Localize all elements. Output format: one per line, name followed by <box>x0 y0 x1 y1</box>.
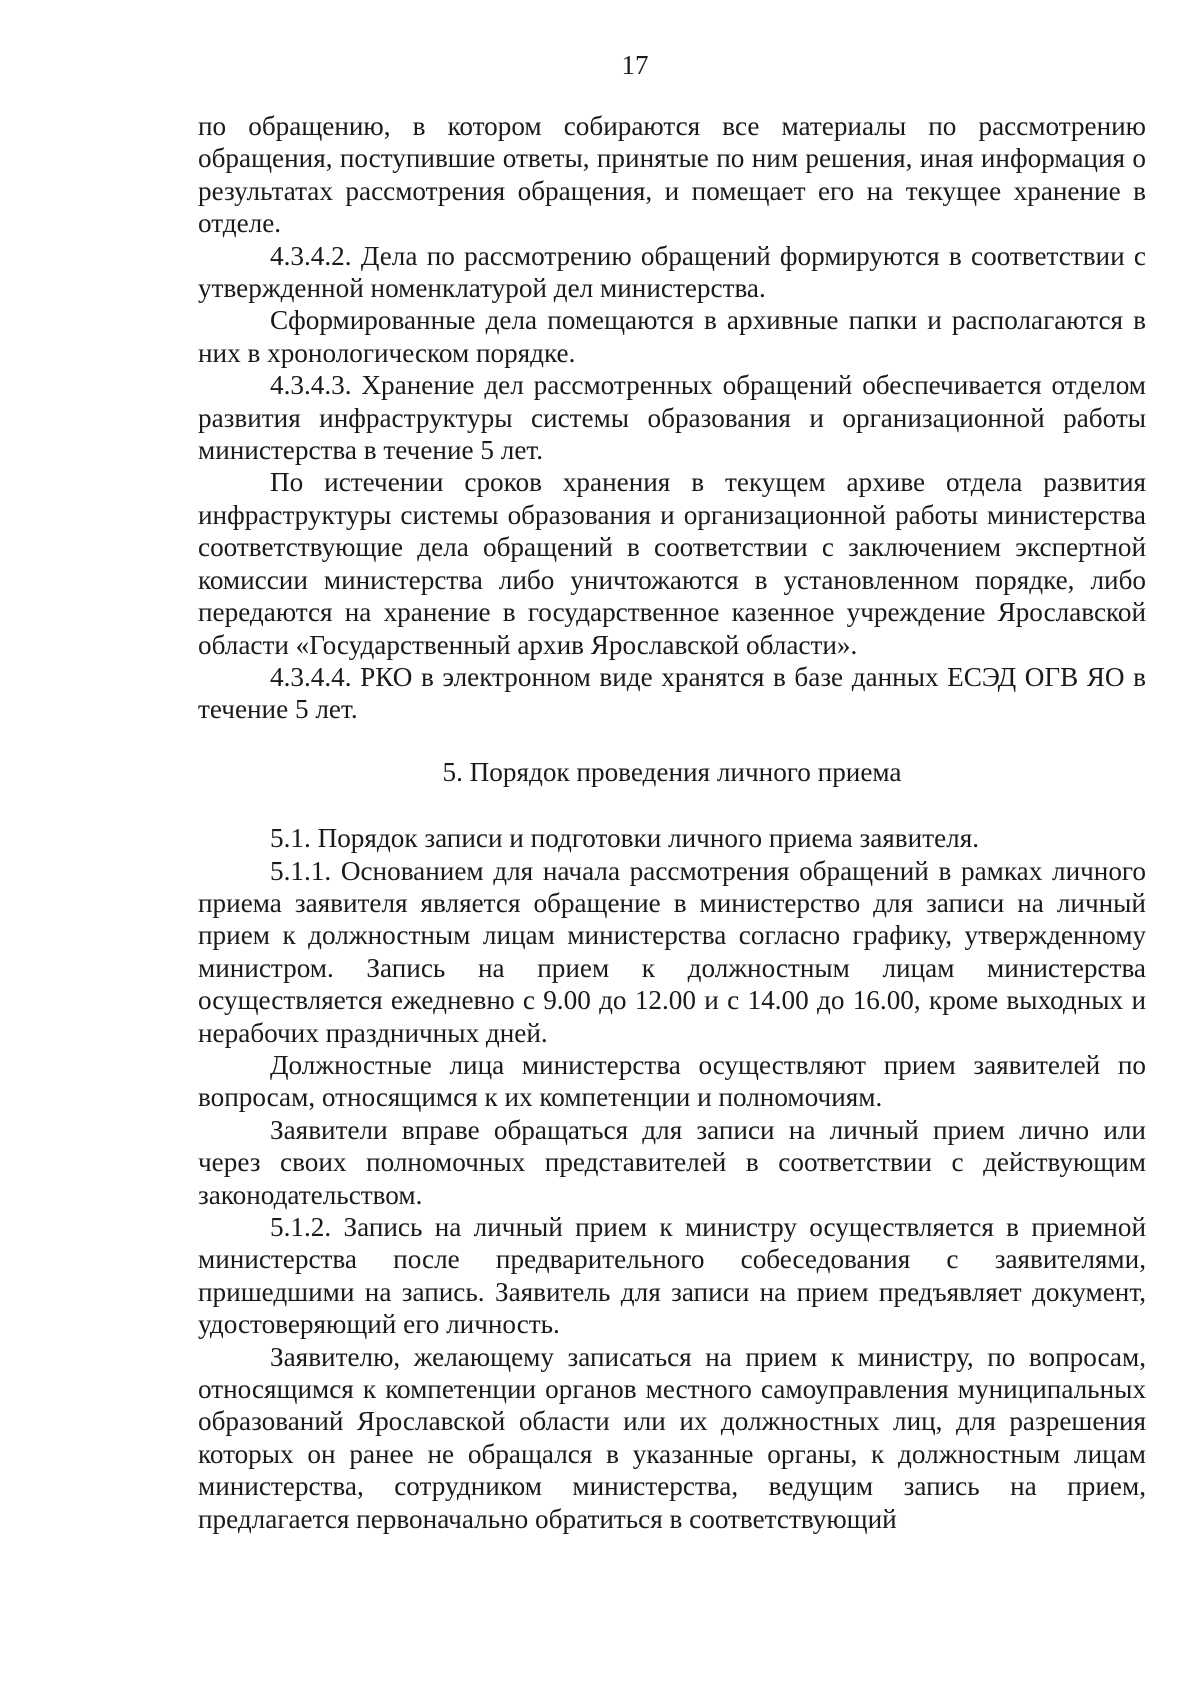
paragraph-4-3-4-4: 4.3.4.4. РКО в электронном виде хранятся в базе данных ЕСЭД ОГВ ЯО в течение 5 лет. <box>198 661 1146 725</box>
paragraph-applicant-minister: Заявителю, желающему записаться на прием к министру, по вопросам, относящимся к компетенции органов местного самоуправления муниципальных образований Ярославской области или их должностных лиц, для разрешения которых он ранее не обращался в указанные органы, к должностным лицам министерства, сотрудником министерства, ведущим запись на прием, предлагается первоначально обратиться в соответствующий <box>198 1341 1146 1534</box>
section-heading: 5. Порядок проведения личного приема <box>442 756 902 787</box>
document-body <box>198 110 1146 1535</box>
paragraph-4-3-4-2: 4.3.4.2. Дела по рассмотрению обращений формируются в соответствии с утвержденной номенклатурой дел министерства. <box>198 240 1146 304</box>
paragraph-continuation: по обращению, в котором собираются все материалы по рассмотрению обращения, поступившие ответы, принятые по ним решения, иная информация о результатах рассмотрения обращения, и помещает его на текущее хранение в отделе. <box>198 111 1146 239</box>
paragraph-officials-reception: Должностные лица министерства осуществляют прием заявителей по вопросам, относящимся к их компетенции и полномочиям. <box>198 1049 1146 1113</box>
paragraph-5-1-1: 5.1.1. Основанием для начала рассмотрения обращений в рамках личного приема заявителя является обращение в министерство для записи на личный прием к должностным лицам министерства согласно графику, утвержденному министром. Запись на прием к должностным лицам министерства осуществляется ежедневно с 9.00 до 12.00 и с 14.00 до 16.00, кроме выходных и нерабочих праздничных дней. <box>198 855 1146 1048</box>
paragraph-5-1: 5.1. Порядок записи и подготовки личного приема заявителя. <box>270 823 980 854</box>
paragraph-4-3-4-3: 4.3.4.3. Хранение дел рассмотренных обращений обеспечивается отделом развития инфраструктуры системы образования и организационной работы министерства в течение 5 лет. <box>198 370 1146 466</box>
paragraph-storage-expiry: По истечении сроков хранения в текущем архиве отдела развития инфраструктуры системы образования и организационной работы министерства соответствующие дела обращений в соответствии с заключением экспертной комиссии министерства либо уничтожаются в установленном порядке, либо передаются на хранение в государственное казенное учреждение Ярославской области «Государственный архив Ярославской области». <box>198 467 1146 660</box>
page-number: 17 <box>621 50 649 80</box>
paragraph-5-1-2: 5.1.2. Запись на личный прием к министру осуществляется в приемной министерства после предварительного собеседования с заявителями, пришедшими на запись. Заявитель для записи на прием предъявляет документ, удостоверяющий его личность. <box>198 1212 1146 1340</box>
paragraph-applicants-rights: Заявители вправе обращаться для записи на личный прием лично или через своих полномочных представителей в соответствии с действующим законодательством. <box>198 1114 1146 1210</box>
paragraph-archive-folders: Сформированные дела помещаются в архивные папки и располагаются в них в хронологическом порядке. <box>198 305 1146 368</box>
